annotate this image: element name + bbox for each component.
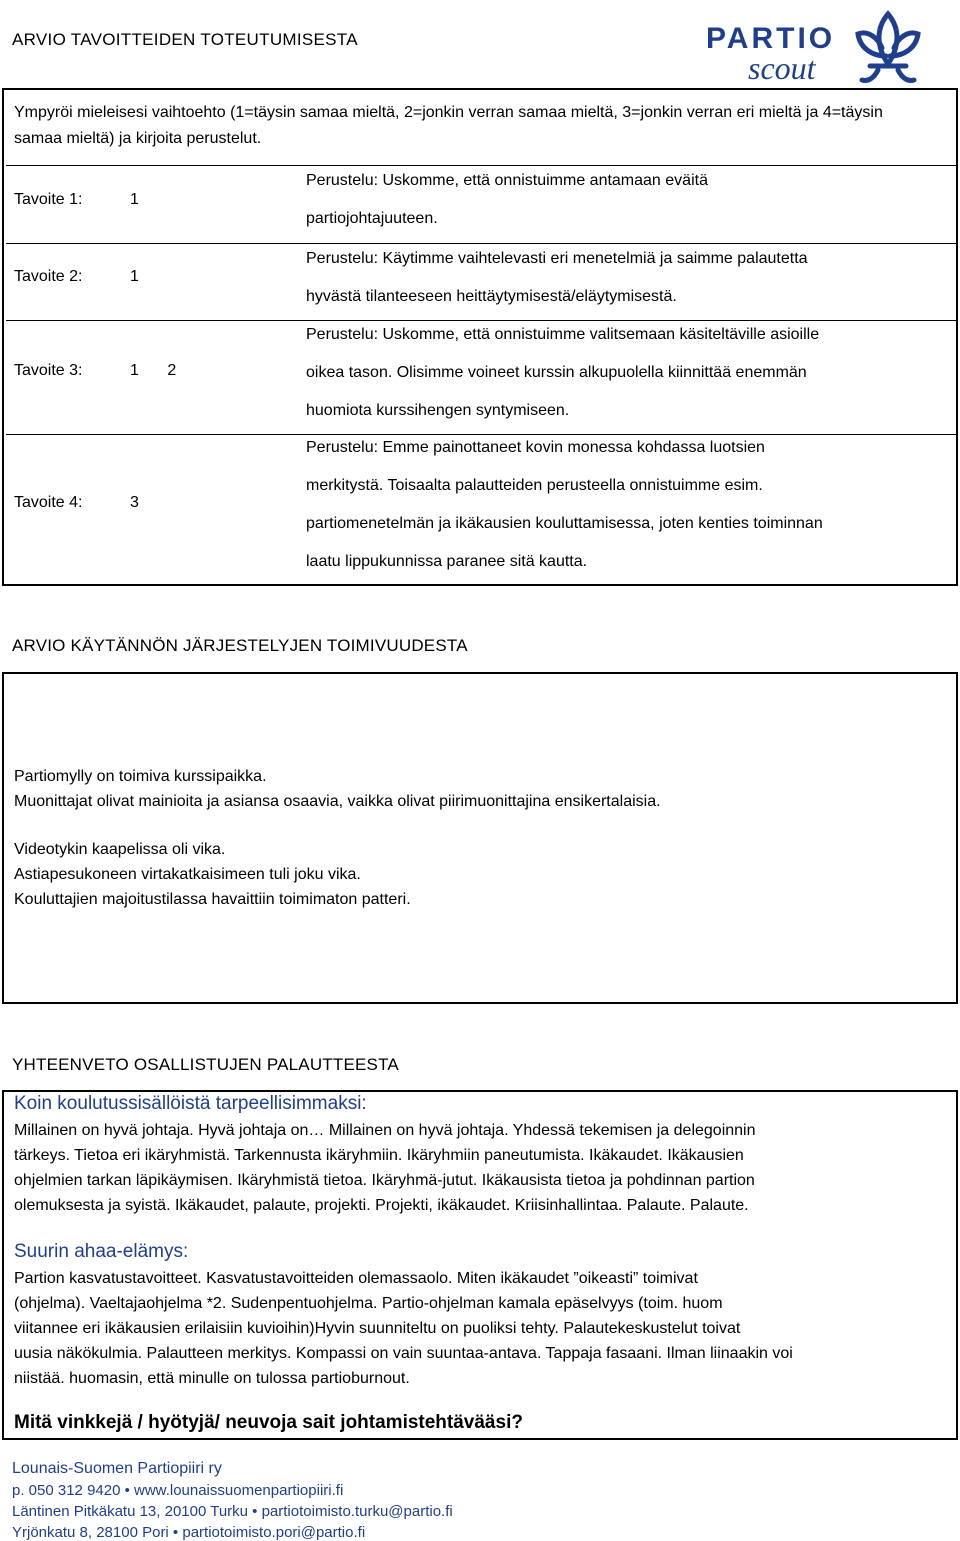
goal-3-label: Tavoite 3: [14, 362, 83, 379]
q1-answer [14, 1118, 756, 1218]
footer-contact-line: p. 050 312 9420 • www.lounaissuomenpartiopiiri.fi [12, 1482, 344, 1499]
practical-box [2, 672, 958, 1004]
fleur-de-lis-icon [846, 6, 930, 88]
q2-answer [14, 1266, 793, 1391]
rationale-line: oikea tason. Olisimme voineet kurssin alkupuolella kiinnittää enemmän [306, 364, 807, 381]
goal-2-label: Tavoite 2: [14, 268, 83, 285]
rationale-line: hyvästä tilanteeseen heittäytymisestä/eläytymisestä. [306, 288, 677, 305]
summary-section-title: YHTEENVETO OSALLISTUJEN PALAUTTEESTA [12, 1055, 399, 1074]
answer-line: ohjelmien tarkan läpikäymisen. Ikäryhmistä tietoa. Ikäryhmä-jutut. Ikäkausista tietoa ja pohdinnan partion [14, 1172, 755, 1189]
goal-4-rating[interactable]: 3 [130, 494, 139, 511]
rationale-line: partiojohtajuuteen. [306, 210, 438, 227]
q3-heading: Mitä vinkkejä / hyötyjä/ neuvoja sait johtamistehtävääsi? [14, 1412, 523, 1433]
q1-heading: Koin koulutussisällöistä tarpeellisimmaksi: [14, 1093, 367, 1114]
goal-1-rating[interactable]: 1 [130, 191, 139, 208]
goal-2-rationale [306, 240, 946, 316]
logo-word-scout: scout [748, 50, 816, 86]
practical-line: Astiapesukoneen virtakatkaisimeen tuli joku vika. [14, 866, 361, 883]
goal-4-rationale [306, 429, 946, 581]
practical-line: Kouluttajien majoitustilassa havaittiin toimimaton patteri. [14, 891, 411, 908]
practical-paragraph-1 [14, 764, 661, 814]
footer-address-turku: Läntinen Pitkäkatu 13, 20100 Turku • partiotoimisto.turku@partio.fi [12, 1503, 453, 1520]
footer-org-name: Lounais-Suomen Partiopiiri ry [12, 1460, 222, 1477]
logo-word-partio: PARTIO [706, 22, 836, 55]
goal-3-rationale [306, 316, 946, 430]
answer-line: niistää. huomasin, että minulle on tulossa partioburnout. [14, 1370, 410, 1387]
goal-3-rating[interactable]: 1 2 [130, 362, 177, 379]
practical-line: Muonittajat olivat mainioita ja asiansa osaavia, vaikka olivat piirimuonittajina ensikertalaisia. [14, 793, 661, 810]
rationale-line: partiomenetelmän ja ikäkausien kouluttamisessa, joten kenties toiminnan [306, 515, 823, 532]
answer-line: olemuksesta ja syistä. Ikäkaudet, palaute, projekti. Projekti, ikäkaudet. Kriisinhallintaa. Palaute. Palaute. [14, 1197, 749, 1214]
goal-2-rating[interactable]: 1 [130, 268, 139, 285]
practical-section-title: ARVIO KÄYTÄNNÖN JÄRJESTELYJEN TOIMIVUUDESTA [12, 636, 468, 655]
footer-address-pori: Yrjönkatu 8, 28100 Pori • partiotoimisto.pori@partio.fi [12, 1524, 366, 1541]
rationale-line: Perustelu: Uskomme, että onnistuimme antamaan eväitä [306, 172, 708, 189]
practical-line: Partiomylly on toimiva kurssipaikka. [14, 768, 267, 785]
practical-line: Videotykin kaapelissa oli vika. [14, 841, 226, 858]
answer-line: (ohjelma). Vaeltajaohjelma *2. Sudenpentuohjelma. Partio-ohjelman kamala epäselvyys (toim. huom [14, 1295, 723, 1312]
goals-instruction: Ympyröi mieleisesi vaihtoehto (1=täysin samaa mieltä, 2=jonkin verran samaa mieltä, 3=jonkin verran eri mieltä ja 4=täysin samaa mieltä) ja kirjoita perustelut. [14, 104, 883, 147]
page-title: ARVIO TAVOITTEIDEN TOTEUTUMISESTA [12, 30, 358, 49]
answer-line: Millainen on hyvä johtaja. Hyvä johtaja on… Millainen on hyvä johtaja. Yhdessä tekemisen ja delegoinnin [14, 1122, 756, 1139]
answer-line: uusia näkökulmia. Palautteen merkitys. Kompassi on vain suuntaa-antava. Tappaja fasaani. Ilman liinaakin voi [14, 1345, 793, 1362]
goal-1-label: Tavoite 1: [14, 191, 83, 208]
rationale-line: Perustelu: Käytimme vaihtelevasti eri menetelmiä ja saimme palautetta [306, 250, 808, 267]
answer-line: viitannee eri ikäkausien erilaisiin kuvioihin)Hyvin suunniteltu on puoliksi tehty. Palautekeskustelut toivat [14, 1320, 741, 1337]
partio-scout-logo [706, 6, 930, 88]
rationale-line: merkitystä. Toisaalta palautteiden perusteella onnistuimme esim. [306, 477, 763, 494]
goal-4-label: Tavoite 4: [14, 494, 83, 511]
answer-line: Partion kasvatustavoitteet. Kasvatustavoitteiden olemassaolo. Miten ikäkaudet ”oikeasti” toimivat [14, 1270, 698, 1287]
goals-assessment-box [2, 88, 958, 586]
summary-box [2, 1090, 958, 1440]
rationale-line: laatu lippukunnissa paranee sitä kautta. [306, 553, 588, 570]
q2-heading: Suurin ahaa-elämys: [14, 1241, 189, 1262]
answer-line: tärkeys. Tietoa eri ikäryhmistä. Tarkennusta ikäryhmiin. Ikäryhmiin paneutumista. Ikäkaudet. Ikäkausien [14, 1147, 744, 1164]
goal-1-rationale [306, 162, 946, 238]
rationale-line: Perustelu: Emme painottaneet kovin monessa kohdassa luotsien [306, 439, 765, 456]
rationale-line: Perustelu: Uskomme, että onnistuimme valitsemaan käsiteltäville asioille [306, 326, 820, 343]
practical-paragraph-2 [14, 837, 411, 912]
rationale-line: huomiota kurssihengen syntymiseen. [306, 402, 570, 419]
